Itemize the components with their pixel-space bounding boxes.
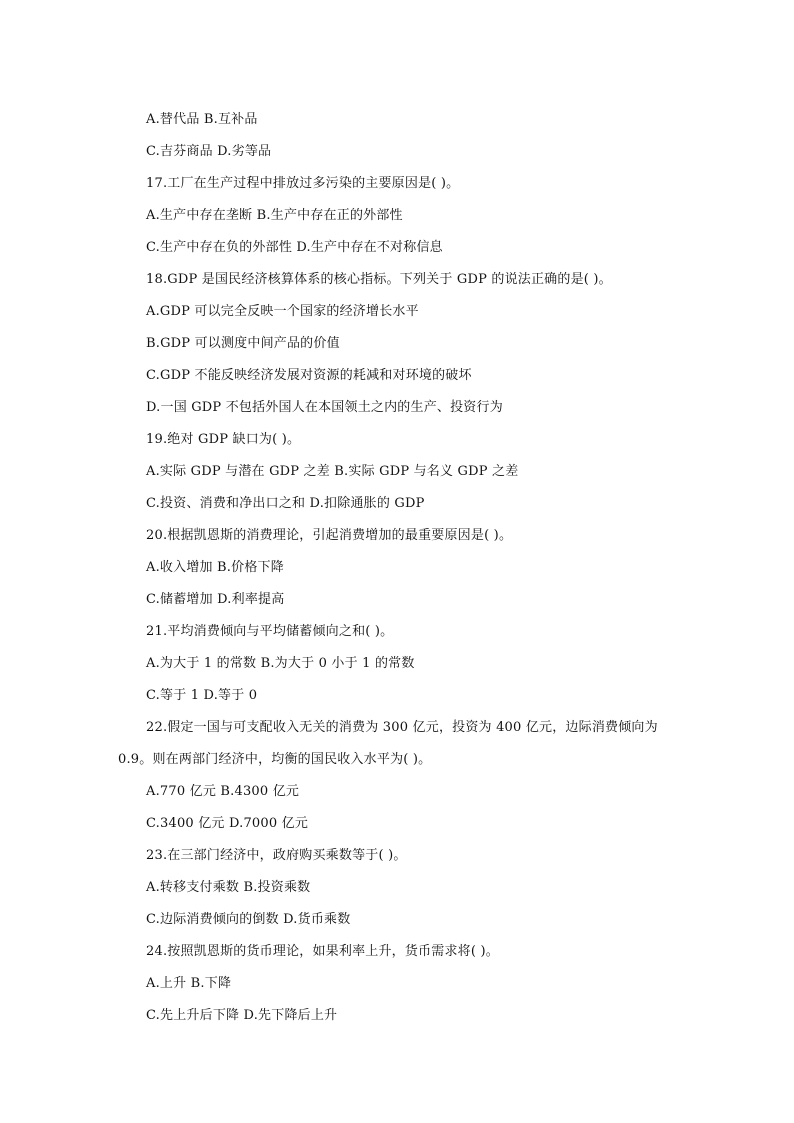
text-line: D.一国 GDP 不包括外国人在本国领土之内的生产、投资行为 xyxy=(146,400,503,415)
text-line: A.生产中存在垄断 B.生产中存在正的外部性 xyxy=(146,208,403,223)
question-line: 19.绝对 GDP 缺口为( )。 xyxy=(146,432,301,447)
text-line: A.收入增加 B.价格下降 xyxy=(146,560,284,575)
text-line: A.替代品 B.互补品 xyxy=(146,112,258,127)
text-line: A.GDP 可以完全反映一个国家的经济增长水平 xyxy=(146,304,419,319)
question-line: 23.在三部门经济中，政府购买乘数等于( )。 xyxy=(146,848,407,863)
text-line: C.生产中存在负的外部性 D.生产中存在不对称信息 xyxy=(146,240,443,255)
question-line: 17.工厂在生产过程中排放过多污染的主要原因是( )。 xyxy=(146,176,460,191)
question-line: 18.GDP 是国民经济核算体系的核心指标。下列关于 GDP 的说法正确的是( )。 xyxy=(146,272,612,287)
question-line: 22.假定一国与可支配收入无关的消费为 300 亿元，投资为 400 亿元，边际消费倾向为 xyxy=(146,720,658,735)
text-line: A.转移支付乘数 B.投资乘数 xyxy=(146,880,311,895)
question-line: 21.平均消费倾向与平均储蓄倾向之和( )。 xyxy=(146,624,394,639)
text-line: C.边际消费倾向的倒数 D.货币乘数 xyxy=(146,912,351,927)
text-line: C.等于 1 D.等于 0 xyxy=(146,688,258,703)
text-line: A.770 亿元 B.4300 亿元 xyxy=(146,784,300,799)
text-line: C.投资、消费和净出口之和 D.扣除通胀的 GDP xyxy=(146,496,425,511)
text-line: A.上升 B.下降 xyxy=(146,976,232,991)
text-line: A.实际 GDP 与潜在 GDP 之差 B.实际 GDP 与名义 GDP 之差 xyxy=(146,464,519,479)
text-line: C.储蓄增加 D.利率提高 xyxy=(146,592,285,607)
text-line: B.GDP 可以测度中间产品的价值 xyxy=(146,336,340,351)
text-line: C.3400 亿元 D.7000 亿元 xyxy=(146,816,309,831)
text-line: C.先上升后下降 D.先下降后上升 xyxy=(146,1008,338,1023)
text-line: A.为大于 1 的常数 B.为大于 0 小于 1 的常数 xyxy=(146,656,415,671)
question-line: 24.按照凯恩斯的货币理论，如果利率上升，货币需求将( )。 xyxy=(146,944,499,959)
question-line-continued: 0.9。则在两部门经济中，均衡的国民收入水平为( )。 xyxy=(118,752,432,767)
question-line: 20.根据凯恩斯的消费理论，引起消费增加的最重要原因是( )。 xyxy=(146,528,513,543)
text-line: C.吉芬商品 D.劣等品 xyxy=(146,144,272,159)
text-line: C.GDP 不能反映经济发展对资源的耗减和对环境的破坏 xyxy=(146,368,472,383)
